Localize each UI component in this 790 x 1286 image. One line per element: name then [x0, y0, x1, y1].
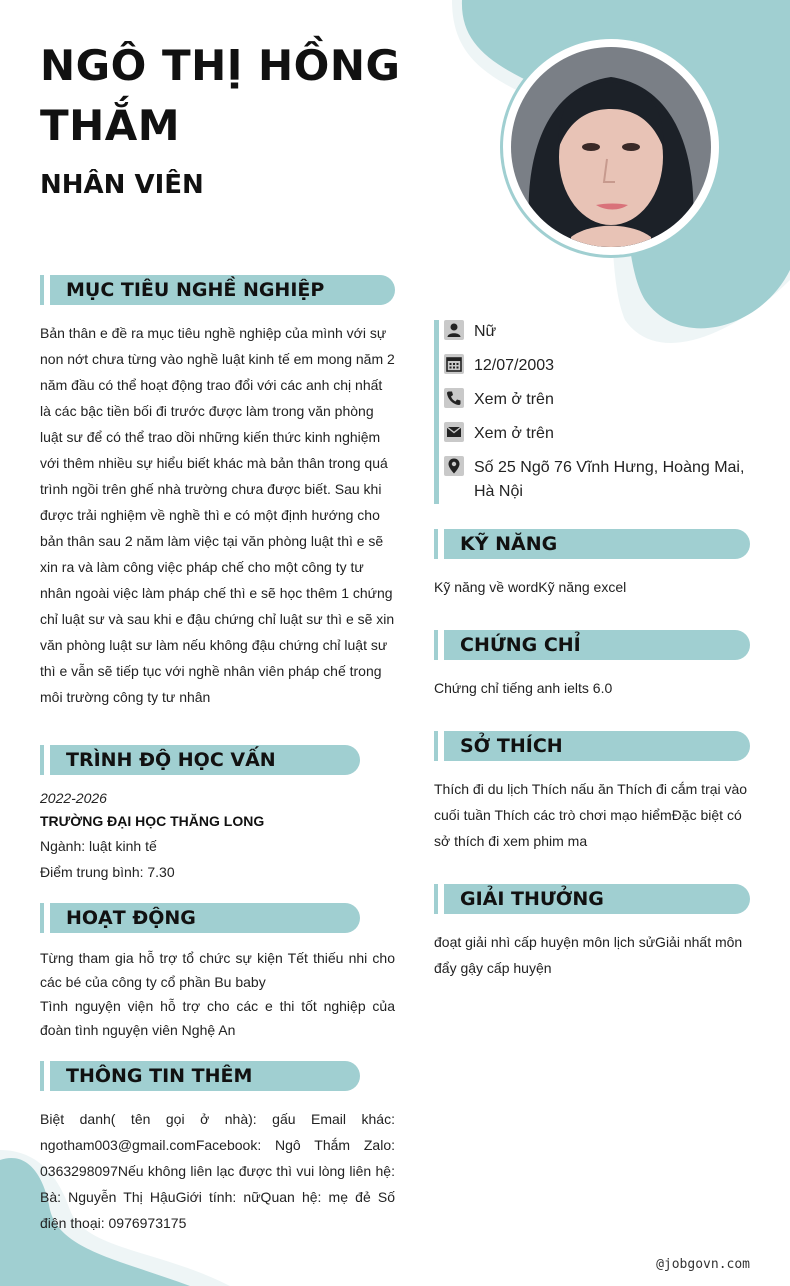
- contact-email-value: Xem ở trên: [474, 425, 554, 442]
- avatar: [511, 47, 711, 247]
- education-gpa: Điểm trung bình: 7.30: [40, 864, 175, 880]
- section-header-skills: [444, 529, 750, 559]
- section-header-education: [50, 745, 360, 775]
- education-school: TRƯỜNG ĐẠI HỌC THĂNG LONG: [40, 813, 265, 829]
- section-title-awards: GIẢI THƯỞNG: [460, 888, 604, 910]
- section-title-skills: KỸ NĂNG: [460, 533, 558, 555]
- certificates-text: Chứng chỉ tiếng anh ielts 6.0: [434, 680, 613, 696]
- watermark: @jobgovn.com: [656, 1257, 750, 1272]
- section-title-extra-info: THÔNG TIN THÊM: [66, 1065, 253, 1087]
- contact-birthday-value: 12/07/2003: [474, 357, 555, 374]
- section-header-career-goal: [50, 275, 395, 305]
- person-icon: [444, 320, 464, 340]
- hobbies-text: Thích đi du lịch Thích nấu ăn Thích đi cắm trại vào cuối tuần Thích các trò chơi mạo hiểmĐặc biệt có sở thích đi xem phim ma: [434, 781, 748, 849]
- mail-icon: [444, 422, 464, 442]
- calendar-icon: [444, 354, 464, 374]
- candidate-name: NGÔ THỊ HỒNG THẮM: [40, 41, 401, 150]
- profile-photo-icon: [511, 47, 711, 247]
- section-title-certificates: CHỨNG CHỈ: [460, 634, 581, 656]
- section-title-education: TRÌNH ĐỘ HỌC VẤN: [66, 749, 276, 771]
- section-header-certificates: [444, 630, 750, 660]
- contact-gender-value: Nữ: [474, 323, 497, 340]
- section-header-hobbies: [444, 731, 750, 761]
- contact-address-value: Số 25 Ngõ 76 Vĩnh Hưng, Hoàng Mai, Hà Nội: [474, 459, 745, 500]
- location-pin-icon: [444, 456, 464, 476]
- section-title-hobbies: SỞ THÍCH: [460, 735, 563, 757]
- education-years: 2022-2026: [40, 790, 107, 806]
- activity-item: Từng tham gia hỗ trợ tổ chức sự kiện Tết thiếu nhi cho các bé của công ty cổ phần Bu baby: [40, 950, 395, 990]
- activity-item: Tình nguyện viện hỗ trợ cho các e thi tốt nghiệp của đoàn tình nguyện viên Nghệ An: [40, 998, 395, 1038]
- phone-icon: [444, 388, 464, 408]
- section-title-career-goal: MỤC TIÊU NGHỀ NGHIỆP: [66, 279, 325, 301]
- section-header-awards: [444, 884, 750, 914]
- career-goal-text: Bản thân e đề ra mục tiêu nghề nghiệp của mình với sự non nớt chưa từng vào nghề luật kinh tế em mong năm 2 năm đầu có thể hoạt động trao đổi với các anh chị nhất là các bậc tiền bối đi trước được làm trong văn phòng luật sư để có thể trao dồi những kiến thức kinh nghiệm với thêm nhiều sự hiểu biết khác mà bản thân trong quá trình ngồi trên ghế nhà trường chưa được biết. Sau khi được trải nghiệm về nghề thì e có một định hướng cho bản thân sau 2 năm làm việc tại văn phòng luật thì e sẽ xin ra và làm công việc pháp chế cho một công ty tư nhân ngoài việc làm pháp chế thì e sẽ học thêm 1 chứng chỉ luật sư và sau khi e đậu chứng chỉ luật sư thì e sẽ xin văn phòng luật sư làm nếu không đậu chứng chỉ luật sư thì e vẫn sẽ tiếp tục với nghề nhân viên pháp chế trong môi trường công ty tư nhân: [40, 325, 395, 705]
- section-header-extra-info: [50, 1061, 360, 1091]
- skills-text: Kỹ năng về wordKỹ năng excel: [434, 579, 627, 595]
- education-major: Ngành: luật kinh tế: [40, 838, 157, 854]
- awards-text: đoạt giải nhì cấp huyện môn lịch sửGiải nhất môn đẩy gậy cấp huyện: [434, 934, 743, 976]
- extra-info-text: Biệt danh( tên gọi ở nhà): gấu Email khác: ngotham003@gmail.comFacebook: Ngô Thắm Zalo: 0363298097Nếu không liên lạc được thì vui lòng liên hệ: Bà: Nguyễn Thị HậuGiới tính: nữQuan hệ: mẹ đẻ Số điện thoại: 0976973175: [40, 1111, 395, 1231]
- section-header-activities: [50, 903, 360, 933]
- contact-phone-value: Xem ở trên: [474, 391, 554, 408]
- contact-accent-bar: [434, 320, 439, 504]
- section-title-activities: HOẠT ĐỘNG: [66, 907, 196, 929]
- job-title: NHÂN VIÊN: [40, 170, 204, 200]
